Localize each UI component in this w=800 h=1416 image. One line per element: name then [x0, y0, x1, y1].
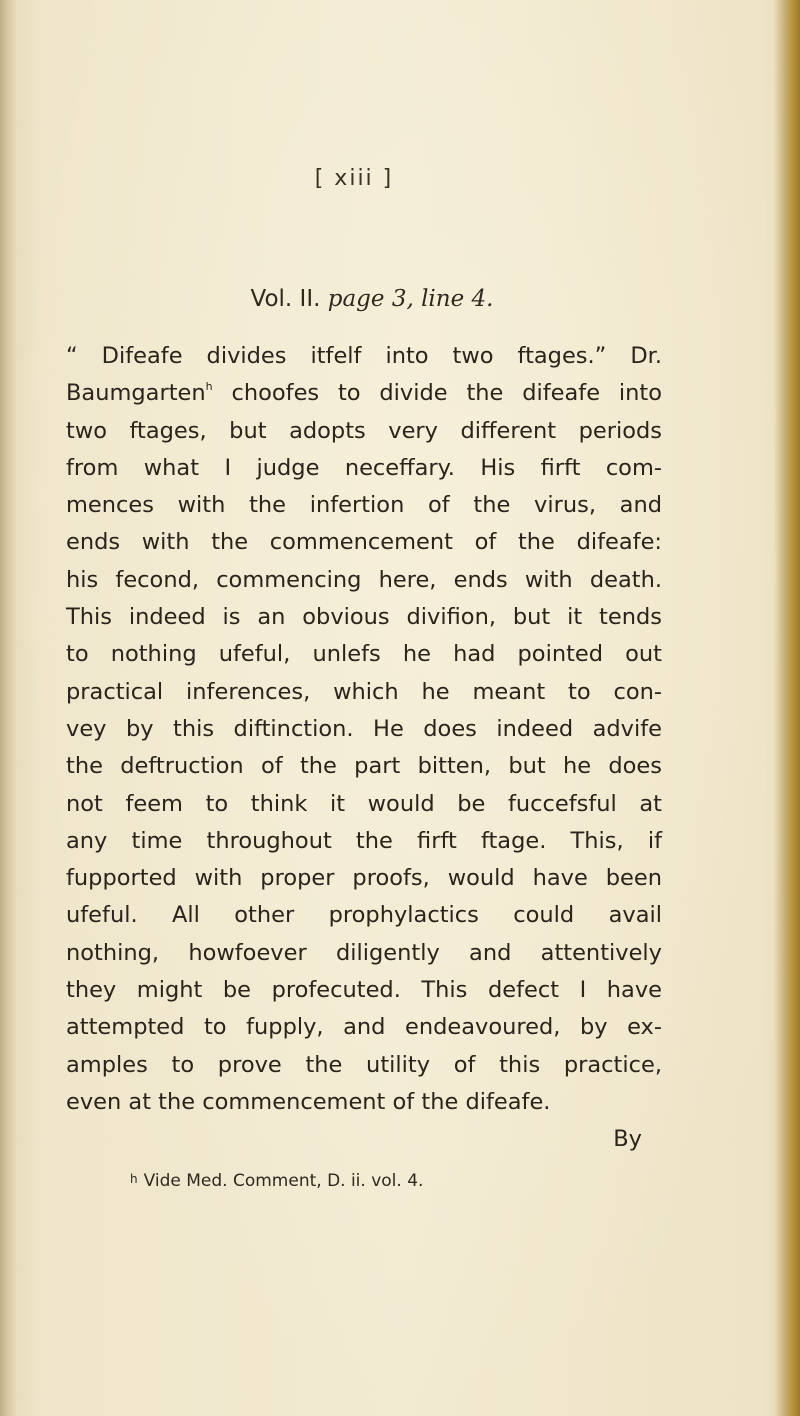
- text-word: Baumgarten: [66, 380, 206, 407]
- page-binding-edge: [0, 0, 16, 1416]
- text-line: practical inferences, which he meant to con-: [66, 678, 662, 705]
- text-line: two ftages, but adopts very different periods: [66, 417, 662, 444]
- text-line: attempted to fupply, and endeavoured, by ex-: [66, 1014, 662, 1041]
- page-gilt-edge: [774, 0, 800, 1416]
- footnote-mark: h: [130, 1172, 138, 1186]
- text-line: fupported with proper proofs, would have been: [66, 865, 662, 892]
- heading-page-ref: page 3,: [327, 286, 414, 312]
- text-fragment: choofes to divide the difeafe into: [231, 380, 662, 407]
- text-line: his fecond, commencing here, ends with death.: [66, 566, 662, 593]
- text-line: to nothing ufeful, unlefs he had pointed out: [66, 641, 662, 668]
- heading-volume: Vol. II.: [250, 286, 321, 312]
- text-line: nothing, howfoever diligently and attentively: [66, 939, 662, 966]
- text-line: they might be profecuted. This defect I have: [66, 977, 662, 1004]
- text-line: even at the commencement of the difeafe.: [66, 1088, 551, 1115]
- footnote-reference: h: [205, 380, 213, 394]
- text-line: [66, 375, 662, 412]
- catchword: By: [613, 1126, 642, 1153]
- text-line: amples to prove the utility of this practice,: [66, 1051, 662, 1078]
- text-line: mences with the infertion of the virus, and: [66, 492, 662, 519]
- text-line: the deftruction of the part bitten, but he does: [66, 753, 662, 780]
- page-number-header: [ xiii ]: [314, 166, 394, 191]
- text-line: This indeed is an obvious divifion, but it tends: [66, 604, 662, 631]
- text-line: not feem to think it would be fuccefsful at: [66, 790, 662, 817]
- text-line: from what I judge neceffary. His firft com-: [66, 454, 662, 481]
- text-line: ufeful. All other prophylactics could avail: [66, 902, 662, 929]
- text-line: any time throughout the firft ftage. This, if: [66, 827, 662, 854]
- text-line: “ Difeafe divides itfelf into two ftages.” Dr.: [66, 343, 662, 369]
- heading-line-ref: line 4.: [421, 286, 494, 312]
- text-line: ends with the commencement of the difeafe:: [66, 529, 662, 556]
- footnote-text: Vide Med. Comment, D. ii. vol. 4.: [143, 1171, 424, 1191]
- body-text: [66, 338, 662, 1159]
- section-heading: [162, 286, 582, 312]
- footnote: [130, 1171, 590, 1191]
- text-line: vey by this diftinction. He does indeed advife: [66, 715, 662, 742]
